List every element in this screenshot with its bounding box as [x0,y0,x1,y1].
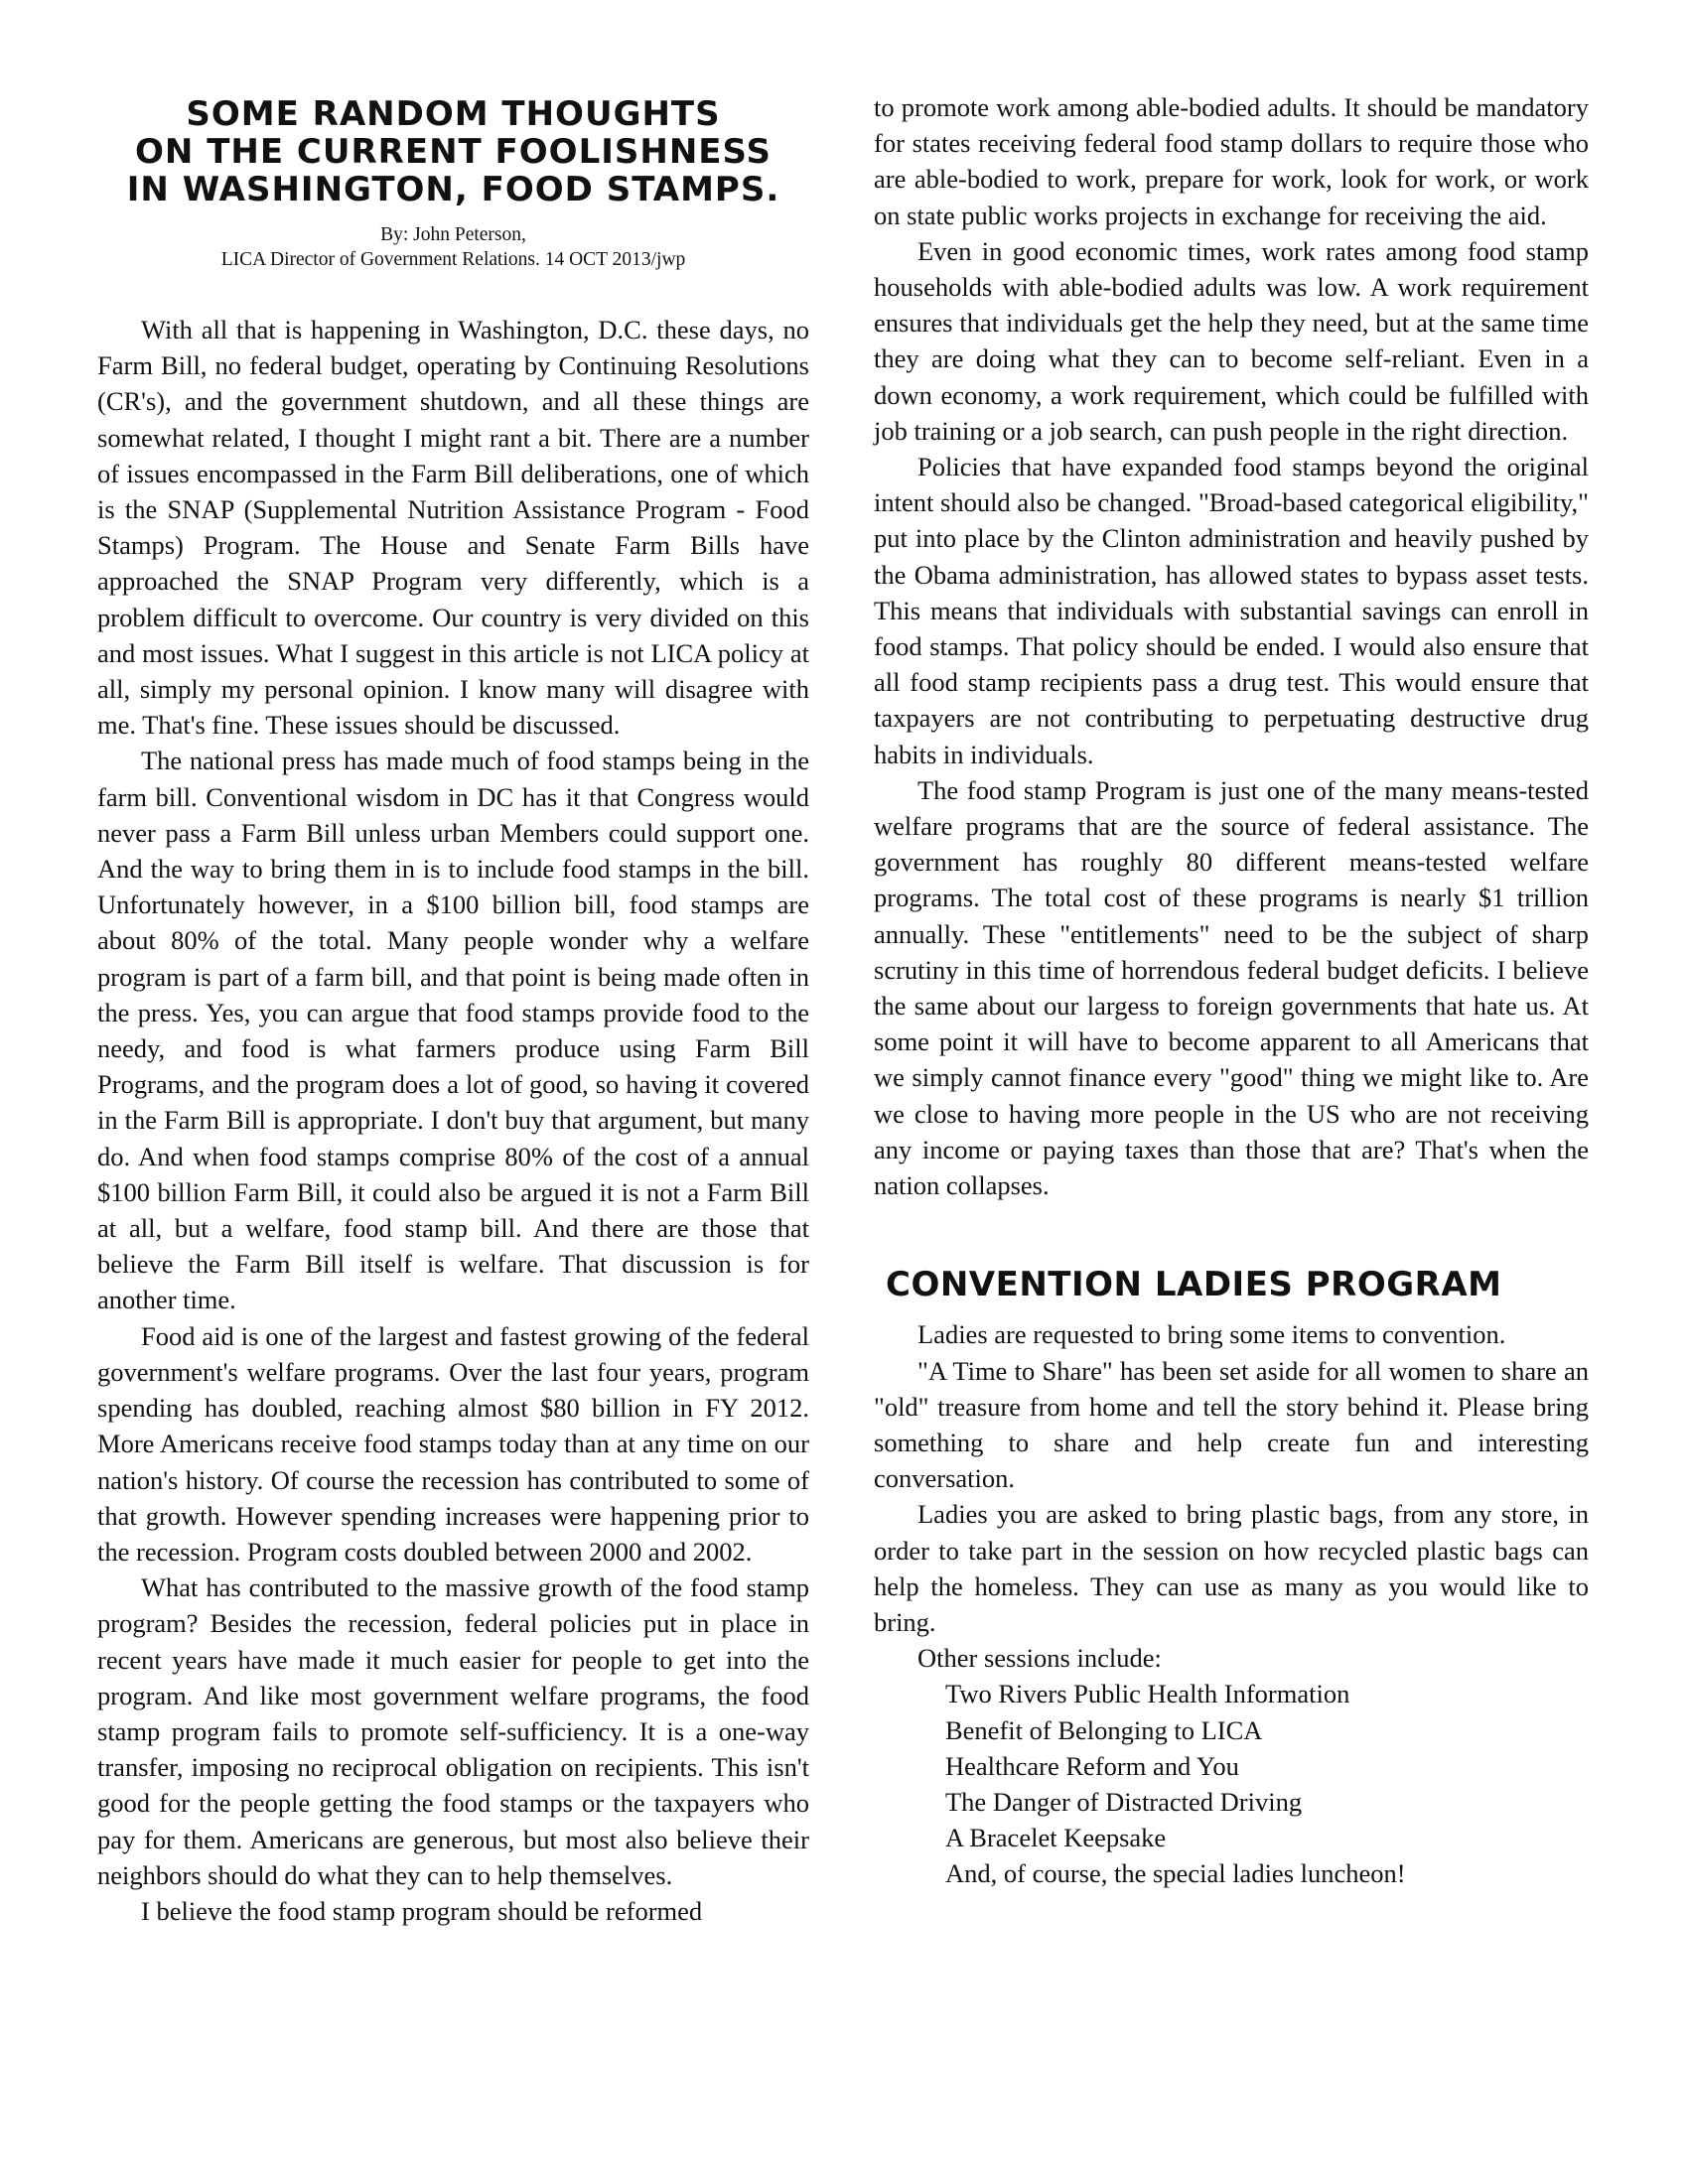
article-paragraph: The food stamp Program is just one of the many means-tested welfare programs that are the source of federal assistance. The government has roughly 80 different means-tested welfare programs. The total cost of these programs is nearly $1 trillion annually. These "entitlements" need to be the subject of sharp scrutiny in this time of horrendous federal budget deficits. I believe the same about our largess to foreign governments that hate us. At some point it will have to become apparent to all Americans that we simply cannot finance every "good" thing we might like to. Are we close to having more people in the US who are not receiving any income or paying taxes than those that are? That's when the nation collapses. [874,774,1589,1201]
convention-section-title: CONVENTION LADIES PROGRAM [886,1265,1502,1305]
right-column [874,89,1589,1892]
article-paragraph: Even in good economic times, work rates among food stamp households with able-bodied adults was low. A work requirement ensures that individuals get the help they need, but at the same time they are doing what they can to become self-reliant. Even in a down economy, a work requirement, which could be fulfilled with job training or a job search, can push people in the right direction. [874,235,1589,446]
session-item: Two Rivers Public Health Information [945,1679,1350,1709]
session-item: And, of course, the special ladies luncheon! [945,1858,1406,1889]
article-paragraph: What has contributed to the massive growth of the food stamp program? Besides the recession, federal policies put in place in recent years have made it much easier for people to get into the program. And like most government welfare programs, the food stamp program fails to promote self-sufficiency. It is a one-way transfer, imposing no reciprocal obligation on recipients. This isn't good for the people getting the food stamps or the taxpayers who pay for them. Americans are generous, but most also believe their neighbors should do what they can to help themselves. [97,1572,809,1890]
article-paragraph: With all that is happening in Washington, D.C. these days, no Farm Bill, no federal budget, operating by Continuing Resolutions (CR's), and the government shutdown, and all these things are somewhat related, I thought I might rant a bit. There are a number of issues encompassed in the Farm Bill deliberations, one of which is the SNAP (Supplemental Nutrition Assistance Program - Food Stamps) Program. The House and Senate Farm Bills have approached the SNAP Program very differently, which is a problem difficult to overcome. Our country is very divided on this and most issues. What I suggest in this article is not LICA policy at all, simply my personal opinion. I know many will disagree with me. That's fine. These issues should be discussed. [97,315,809,741]
convention-paragraph: Ladies are requested to bring some items to convention. [917,1319,1506,1350]
article-title [97,95,809,208]
convention-section-body [874,1316,1589,1891]
article-paragraph: The national press has made much of food stamps being in the farm bill. Conventional wisdom in DC has it that Congress would never pass a Farm Bill unless urban Members could support one. And the way to bring them in is to include food stamps in the bill. Unfortunately however, in a $100 billion bill, food stamps are about 80% of the total. Many people wonder why a welfare program is part of a farm bill, and that point is being made often in the press. Yes, you can argue that food stamps provide food to the needy, and food is what farmers produce using Farm Bill Programs, and the program does a lot of good, so having it covered in the Farm Bill is appropriate. I don't buy that argument, but many do. And when food stamps comprise 80% of the cost of a annual $100 billion Farm Bill, it could also be argued it is not a Farm Bill at all, but a welfare, food stamp bill. And there are those that believe the Farm Bill itself is welfare. That discussion is for another time. [97,746,809,1315]
sessions-intro: Other sessions include: [917,1643,1162,1674]
convention-paragraph: Ladies you are asked to bring plastic bags, from any store, in order to take part in the session on how recycled plastic bags can help the homeless. They can use as many as you would like to bring. [874,1499,1589,1637]
convention-paragraph: "A Time to Share" has been set aside for all women to share an "old" treasure from home and tell the story behind it. Please bring something to share and help create fun and interesting conversation. [874,1355,1589,1494]
article-paragraph: Policies that have expanded food stamps beyond the original intent should also be changed. "Broad-based categorical eligibility," put into place by the Clinton administration and heavily pushed by the Obama administration, has allowed states to bypass asset tests. This means that individuals with substantial savings can enroll in food stamps. That policy should be ended. I would also ensure that all food stamp recipients pass a drug test. This would ensure that taxpayers are not contributing to perpetuating destructive drug habits in individuals. [874,452,1589,769]
session-item: Healthcare Reform and You [945,1750,1239,1781]
article-paragraph: Food aid is one of the largest and fastest growing of the federal government's welfare programs. Over the last four years, program spending has doubled, reaching almost $80 billion in FY 2012. More Americans receive food stamps today than at any time on our nation's history. Of course the recession has contributed to some of that growth. However spending increases were happening prior to the recession. Program costs doubled between 2000 and 2002. [97,1320,809,1567]
session-item: Benefit of Belonging to LICA [945,1714,1263,1745]
article-paragraph: I believe the food stamp program should be reformed [141,1895,703,1926]
sessions-list [874,1676,1589,1891]
article-body-right [874,89,1589,1203]
article-byline [97,222,809,272]
article-title-line: IN WASHINGTON, FOOD STAMPS. [126,170,780,209]
byline-role-date: LICA Director of Government Relations. 14 OCT 2013/jwp [220,249,686,270]
session-item: A Bracelet Keepsake [945,1823,1167,1853]
byline-author: By: John Peterson, [380,224,526,245]
article-paragraph-continued: to promote work among able-bodied adults. It should be mandatory for states receiving federal food stamp dollars to require those who are able-bodied to work, prepare for work, look for work, or work on state public works projects in exchange for receiving the aid. [874,92,1589,230]
article-title-line: ON THE CURRENT FOOLISHNESS [135,132,772,172]
article-body-left [97,312,809,1929]
left-column [97,89,809,1929]
session-item: The Danger of Distracted Driving [945,1786,1303,1817]
article-title-line: SOME RANDOM THOUGHTS [186,94,721,134]
